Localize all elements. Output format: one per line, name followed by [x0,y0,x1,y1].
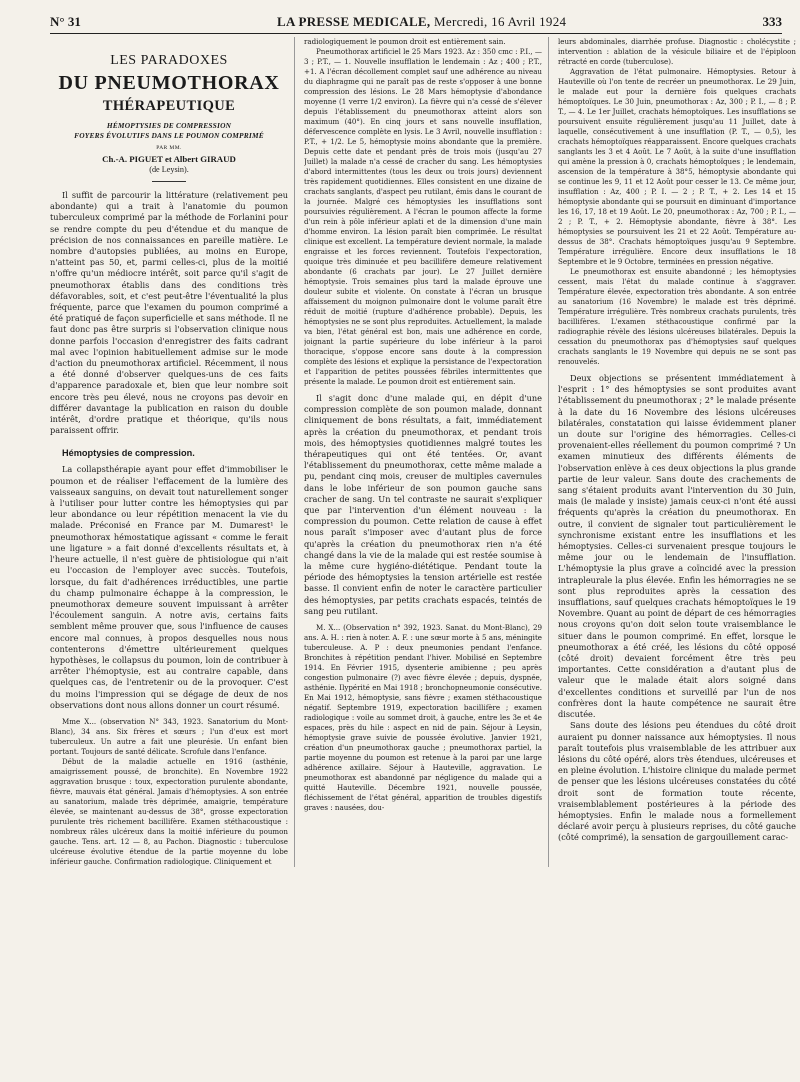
observation-paragraph: leurs abdominales, diarrhée profuse. Diagnostic : cholécystite ; intervention : ablation de la vésicule biliaire et de l'épiploon rétracté en corde (tuberculose). [558,37,796,66]
observation-paragraph: Début de la maladie actuelle en 1916 (asthénie, amaigrissement poussé, de bronchite). En Novembre 1922 aggravation brusque : toux, expectoration purulente abondante, fièvre, mauvais état général. Jamais d'hémoptysies. A son entrée au sanatorium, malade très déprimée, amaigrie, température élevée, se maintenant au-dessus de 38°, grosse expectoration purulente très richement bacillifère. Examen stéthacoustique : nombreux râles ulcéreux dans la moitié inférieure du poumon gauche. Tens. art. 12 — 8, au Pachon. Diagnostic : tuberculose ulcéreuse évolutive étendue de la partie moyenne du lobe inférieur gauche. Confirmation radiologique. Cliniquement et [50,756,288,866]
body-paragraph: La collapsthérapie ayant pour effet d'immobiliser le poumon et de réaliser l'effacement de la lumière des vaisseaux sanguins, on devait tout naturellement songer à l'utiliser pour lutter contre les hémoptysies qui par leur abondance ou leur répétition menacent la vie du malade. Préconisé en France par M. Dumarest¹ le pneumothorax hémostatique agissant « comme le ferait une ligature » a fait donné d'excellents résultats et, à l'heure actuelle, il n'est guère de phtisiologue qui n'ait eu l'occasion de l'employer avec succès. Toutefois, lorsque, du fait d'adhérences irréductibles, une partie du champ pulmonaire échappe à la compression, le pneumothorax demeure souvent impuissant à arrêter l'écoulement sanguin. A notre avis, certains faits semblent même prouver que, sous l'influence de causes encore mal connues, à propos desquelles nous nous contenterons d'émettre ultérieurement quelques hypothèses, le collapsus du poumon, loin de contribuer à arrêter l'hémoptysie, est au contraire capable, dans quelques cas, de l'entretenir ou de la provoquer. C'est du moins l'impression qui se dégage de deux de nos observations dont nous allons donner un court résumé. [50,464,288,710]
title-line-3: THÉRAPEUTIQUE [102,98,236,114]
journal-name: LA PRESSE MEDICALE, [277,14,431,29]
observation-paragraph: M. X... (Observation n° 392, 1923. Sanat. du Mont-Blanc), 29 ans. A. H. : rien à noter. A. F. : une sœur morte à 5 ans, méningite tuberculeuse. A. P : deux pneumonies pendant l'enfance. Bronchites à répétition pendant l'hiver. Mobilisé en Septembre 1914. En Février 1915, dysenterie amibienne ; peu après congestion pulmonaire (?) avec fièvre élevée ; depuis, dyspnée, asthénie. Ilypérité en Mai 1918 ; bronchopneumonie consécutive. En Mai 1912, hémoptysie, sans fièvre ; examen stéthacoustique négatif. Septembre 1919, expectoration bacillifère ; examen radiologique : voile au sommet droit, à gauche, entre les 3e et 4e espaces, près du hile : aspect en nid de pain. Séjour à Leysin, hémoptysie grave suivie de poussée évolutive. Janvier 1921, création d'un pneumothorax gauche ; pneumothorax partiel, la partie moyenne du poumon est retenue à la paroi par une large adhérence axillaire. Séjour à Hauteville, aggravation. Le pneumothorax est abandonné par négligence du malade qui a quitté Hauteville. Décembre 1921, nouvelle poussée, fléchissement de l'état général, apparition de troubles digestifs graves : nausées, dou- [304,623,542,813]
observation-paragraph: Aggravation de l'état pulmonaire. Hémoptysies. Retour à Hauteville où l'on tente de recréer un pneumothorax. Le 29 Juin, le malade eut pour la dernière fois quelques crachats hémoptoïques. Le 30 Juin, pneumothorax : Az, 300 ; P. I., — 8 ; P. T., — 4. Le 1er Juillet, crachats hémoptoïques. Les insufflations se poursuivent ensuite régulièrement jusqu'au 11 Juillet, date à laquelle, consécutivement à une insufflation (P. T., — 0,5), les crachats hémoptoïques réapparaissent. Encore quelques crachats sanglants les 3 et 4 Août. Le 7 Août, à la suite d'une insufflation qui amène la pression à 0, crachats hémoptoïques ; le lendemain, ascension de la température à 38°5, hémoptysie abondante qui se continue les 9, 11 et 12 Août pour cesser le 13. Ce même jour, insufflation : Az, 400 ; P. I. — 2 ; P. T., + 2. Les 14 et 15 hémoptysie abondante qui se poursuit en diminuant d'importance les 16, 17, 18 et 19 Août. Le 20, pneumothorax : Az, 700 ; P. I., — 2 ; P. T., + 2. Hémoptysie abondante, fièvre à 38°. Les hémoptysies se poursuivent les 21 et 22 Août. Température au-dessus de 38°. Crachats hémoptoïques jusqu'au 9 Septembre. Température irrégulière. Encore deux insufflations le 18 Septembre et le 9 Octobre, terminées en pression négative. [558,67,796,266]
subtitle-2: FOYERS ÉVOLUTIFS DANS LE POUMON COMPRIMÉ [74,131,264,140]
page-header [50,14,782,34]
section-heading: Hémoptysies de compression. [62,448,195,459]
issue-number: N° 31 [50,14,81,29]
column-middle [304,37,549,867]
observation-paragraph: radiologiquement le poumon droit est entièrement sain. [304,37,506,46]
body-paragraph: Sans doute des lésions peu étendues du côté droit auraient pu donner naissance aux hémoptysies. Il nous paraît toutefois plus vraisemblable de les attribuer aux lésions du côté opéré, alors très étendues, ulcéreuses et en pleine évolution. L'histoire clinique du malade permet de penser que les lésions ulcéreuses constatées du côté droit sont de formation toute récente, vraisemblablement postérieures à la période des hémoptysies. Enfin le malade nous a formellement déclaré avoir perçu à plusieurs reprises, du côté gauche (côté comprimé), la sensation de gargouillement carac- [558,720,796,843]
article-title-block [50,53,288,182]
body-paragraph: Il s'agit donc d'une malade qui, en dépit d'une compression complète de son poumon malade, donnant cliniquement de bons résultats, a fait, immédiatement après la création du pneumothorax, et pendant trois mois, des hémoptysies quotidiennes malgré toutes les thérapeutiques qui ont été tentées. Or, avant l'établissement du pneumothorax, cette même malade a pu, pendant cinq mois, creuser de multiples cavernules dans le lobe inférieur de son poumon gauche sans cracher de sang. Un tel contraste ne saurait s'expliquer que par l'intervention d'un élément nouveau : la compression du poumon. Cette relation de cause à effet nous paraît s'imposer avec d'autant plus de force qu'après la création du pneumothorax rien n'a été changé dans la vie de la malade qui est restée soumise à la même cure hygiéno-diététique. Pendant toute la période des hémoptysies la tension artérielle est restée basse. Il convient enfin de noter le caractère particulier des hémoptysies, par petits crachats espacés, teintés de sang peu rutilant. [304,393,542,616]
observation-paragraph: Pneumothorax artificiel le 25 Mars 1923. Az : 350 cmc : P.I., — 3 ; P.T., — 1. Nouvelle insufflation le lendemain : Az ; 400 ; P.T., +1. A l'écran décollement complet sauf une adhérence au niveau du diaphragme qui ne paraît pas de reste s'opposer à une bonne compression des lésions. Le 28 Mars hémoptysie d'abondance moyenne (1 verre 1/2 environ). La fièvre qui n'a cessé de s'élever depuis l'établissement du pneumothorax atteint alors son maximum (40°). En cinq jours et sans nouvelle insufflation, défervescence complète en lysis. Le 3 Avril, nouvelle insufflation : P.T., + 1/2. Le 5, hémoptysie moins abondante que la première. Depuis cette date et pendant près de trois mois (jusqu'au 27 Juillet) la malade n'a cessé de cracher du sang. Les hémoptysies d'abord intermittentes (tous les deux ou trois jours) deviennent très rapidement quotidiennes. Elles consistent en une dizaine de crachats sanglants, d'aspect peu rutilant, émis dans le courant de la journée. Malgré ces hémoptysies les insufflations sont poursuivies régulièrement. A l'écran le poumon affecte la forme d'un rein à pôle inférieur aplati et de la dimension d'une main d'homme environ. La lésion paraît bien comprimée. Le résultat clinique est excellent. La température devient normale, la malade engraisse et les forces reviennent. Toutefois l'expectoration, quoique très diminuée et peu bacillifère demeure relativement abondante (6 crachats par jour). Le 27 Juillet dernière hémoptysie. Trois semaines plus tard la malade éprouve une douleur subite et violente. On constate à l'écran un brusque affaissement du moignon pulmonaire dont le volume paraît être réduit de moitié (rupture d'adhérence probable). Depuis, les hémoptysies ne se sont plus reproduites. Actuellement, la malade va bien, l'état général est bon, mais une adhérence en corde, joignant la partie supérieure du lobe inférieur à la paroi thoracique, s'oppose encore sans doute à la compression complète des lésions et explique la persistance de l'expectoration et l'apparition de petites poussées fébriles intermittentes que présente la malade. Le poumon droit est entièrement sain. [304,47,542,386]
title-divider [152,181,186,182]
title-line-1: LES PARADOXES [110,53,228,68]
par-label: PAR MM. [156,145,182,151]
title-line-2: DU PNEUMOTHORAX [58,72,280,94]
observation-paragraph: Mme X... (observation N° 343, 1923. Sanatorium du Mont-Blanc), 34 ans. Six frères et sœurs ; l'un d'eux est mort tuberculeux. Un autre a fait une pleurésie. Un enfant bien portant. Toujours de santé délicate. Scrofule dans l'enfance. [50,716,288,756]
column-right [558,37,796,867]
issue-date: Mercredi, 16 Avril 1924 [434,14,567,29]
authors: Ch.-A. PIGUET et Albert GIRAUD [102,154,236,164]
journal-masthead [277,14,566,30]
text-columns [50,37,796,867]
affiliation: (de Leysin). [149,165,189,174]
intro-paragraph: Il suffit de parcourir la littérature (relativement peu abondante) qui a trait à l'anatomie du poumon tuberculeux comprimé par la méthode de Forlanini pour se rendre compte du peu d'étendue et du manque de précision de nos connaissances en pareille matière. Le nombre d'autopsies publiées, au moins en Europe, n'atteint pas 50, et, parmi celles-ci, plus de la moitié n'offre qu'un médiocre intérêt, soit parce qu'il s'agit de pneumothorax établis dans des conditions très défavorables, soit, et c'est peut-être l'éventualité la plus fréquente, parce que l'examen du poumon comprimé a été pratiqué de façon superficielle et sans méthode. Il ne faut donc pas être surpris si l'observation clinique nous donne parfois l'occasion d'enregistrer des faits cadrant mal avec l'opinion habituellement admise sur le mode d'action du pneumothorax artificiel. Récemment, il nous a été donné d'observer quelques-uns de ces faits d'apparence paradoxale et, bien que leur nombre soit encore très peu élevé, nous ne croyons pas devoir en différer davantage la publication en raison du double intérêt, d'ordre pratique et théorique, qu'ils nous paraissent offrir. [50,190,288,436]
page-number: 333 [762,14,782,29]
observation-paragraph: Le pneumothorax est ensuite abandonné ; les hémoptysies cessent, mais l'état du malade continue à s'aggraver. Température élevée, expectoration très abondante. A son entrée au sanatorium (16 Novembre) le malade est très déprimé. Température irrégulière. Très nombreux crachats purulents, très bacillifères. L'examen stéthacoustique confirmé par la radiographie révèle des lésions ulcéreuses bilatérales. Depuis la cessation du pneumothorax pas d'hémoptysies sauf quelques crachats sanglants le 19 Novembre qui depuis ne se sont pas renouvelés. [558,267,796,366]
column-left [50,37,295,867]
subtitle-1: HÉMOPTYSIES DE COMPRESSION [106,121,232,130]
body-paragraph: Deux objections se présentent immédiatement à l'esprit : 1° des hémoptysies se sont produites avant l'établissement du pneumothorax ; 2° le malade présente à la date du 16 Novembre des lésions ulcéreuses bilatérales, constatation qui laisse évidemment planer un doute sur l'origine des hémorragies. Celles-ci provenaient-elles réellement du poumon comprimé ? Un examen minutieux des différents éléments de l'observation enlève à ces deux objections la plus grande partie de leur valeur. Sans doute des crachements de sang s'étaient produits avant l'intervention du 30 Juin, mais (le malade y insiste) jamais ceux-ci n'ont été aussi fréquents qu'après la création du pneumothorax. En outre, il convient de signaler tout particulièrement le synchronisme existant entre les insufflations et les hémoptysies. Celles-ci survenaient presque toujours le même jour ou le lendemain de l'insufflation. L'hémoptysie la plus grave a coïncidé avec la pression intrapleurale la plus élevée. Enfin les hémorragies ne se sont plus reproduites après la cessation des insufflations, sauf quelques crachats hémoptoïques le 19 Novembre. Quant au point de départ de ces hémorragies nous croyons qu'on doit selon toute vraisemblance le situer dans le poumon comprimé. En effet, lorsque le pneumothorax a été créé, les lésions du côté opposé (côté droit) devaient forcément être très peu importantes. Cette considération a d'autant plus de valeur que le malade était alors soigné dans d'excellentes conditions et surveillé par l'un de nos confrères dont la haute compétence ne saurait être discutée. [558,373,796,720]
